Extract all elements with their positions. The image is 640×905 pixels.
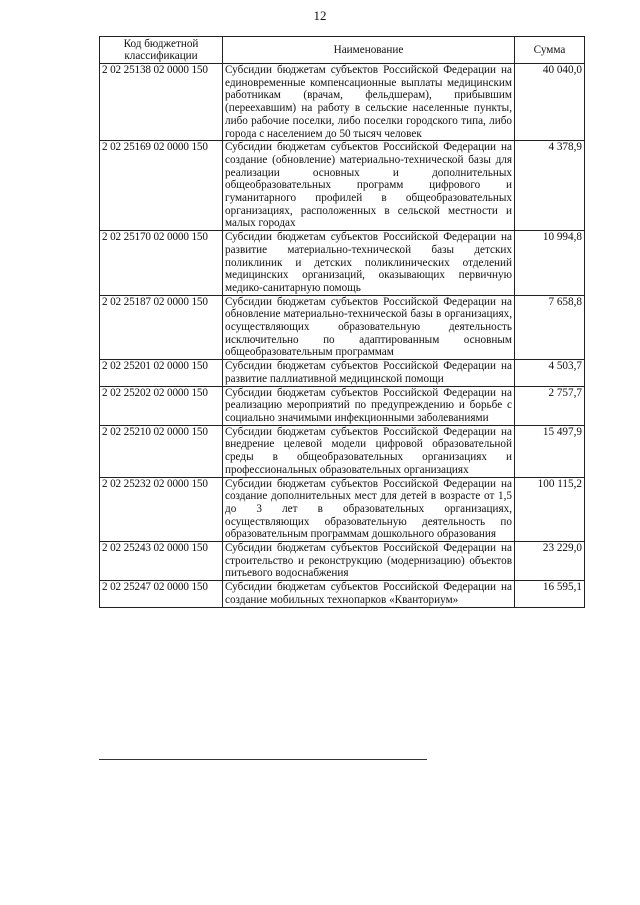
table-row [100,360,585,386]
table-row [100,477,585,542]
table-row [100,141,585,231]
table-row [100,542,585,581]
cell-code: 2 02 25210 02 0000 150 [100,425,223,477]
header-sum: Сумма [515,37,585,64]
cell-name: Субсидии бюджетам субъектов Российской Федерации на создание (обновление) материально-технической базы для реализации основных и дополнительных общеобразовательных программ цифрового и гуманитарного профилей в общеобразовательных организациях, расположенных в сельской местности и малых городах [223,141,515,231]
header-name: Наименование [223,37,515,64]
cell-name: Субсидии бюджетам субъектов Российской Федерации на развитие паллиативной медицинской помощи [223,360,515,386]
table-row [100,231,585,296]
cell-sum: 15 497,9 [515,425,585,477]
header-code: Код бюджетной классификации [100,37,223,64]
table-row [100,386,585,425]
cell-sum: 100 115,2 [515,477,585,542]
cell-code: 2 02 25138 02 0000 150 [100,64,223,141]
budget-table [99,36,585,608]
cell-sum: 4 503,7 [515,360,585,386]
cell-name: Субсидии бюджетам субъектов Российской Федерации на реализацию мероприятий по предупреждению и борьбе с социально значимыми инфекционными заболеваниями [223,386,515,425]
table-row [100,295,585,360]
cell-name: Субсидии бюджетам субъектов Российской Федерации на строительство и реконструкцию (модернизацию) объектов питьевого водоснабжения [223,542,515,581]
page-number: 12 [313,8,327,23]
cell-code: 2 02 25170 02 0000 150 [100,231,223,296]
cell-name: Субсидии бюджетам субъектов Российской Федерации на внедрение целевой модели цифровой образовательной среды в общеобразовательных организациях и профессиональных образовательных организациях [223,425,515,477]
cell-sum: 23 229,0 [515,542,585,581]
cell-code: 2 02 25187 02 0000 150 [100,295,223,360]
cell-code: 2 02 25202 02 0000 150 [100,386,223,425]
cell-code: 2 02 25201 02 0000 150 [100,360,223,386]
cell-sum: 4 378,9 [515,141,585,231]
table-row [100,64,585,141]
cell-name: Субсидии бюджетам субъектов Российской Федерации на создание мобильных технопарков «Кванториум» [223,581,515,607]
cell-name: Субсидии бюджетам субъектов Российской Федерации на единовременные компенсационные выплаты медицинским работникам (врачам, фельдшерам), прибывшим (переехавшим) на работу в сельские населенные пункты, либо рабочие поселки, либо поселки городского типа, либо города с населением до 50 тысяч человек [223,64,515,141]
footnote-divider [99,759,427,760]
cell-sum: 40 040,0 [515,64,585,141]
cell-name: Субсидии бюджетам субъектов Российской Федерации на обновление материально-технической базы в организациях, осуществляющих образовательную деятельность исключительно по адаптированным основным общеобразовательным программам [223,295,515,360]
table-row [100,425,585,477]
cell-sum: 7 658,8 [515,295,585,360]
cell-sum: 16 595,1 [515,581,585,607]
cell-name: Субсидии бюджетам субъектов Российской Федерации на развитие материально-технической базы детских поликлиник и детских поликлинических отделений медицинских организаций, оказывающих первичную медико-санитарную помощь [223,231,515,296]
cell-code: 2 02 25247 02 0000 150 [100,581,223,607]
table-row [100,581,585,607]
cell-name: Субсидии бюджетам субъектов Российской Федерации на создание дополнительных мест для детей в возрасте от 1,5 до 3 лет в образовательных организациях, осуществляющих образовательную деятельность по образовательным программам дошкольного образования [223,477,515,542]
cell-code: 2 02 25243 02 0000 150 [100,542,223,581]
cell-code: 2 02 25232 02 0000 150 [100,477,223,542]
cell-sum: 10 994,8 [515,231,585,296]
table-header-row [100,37,585,64]
cell-code: 2 02 25169 02 0000 150 [100,141,223,231]
cell-sum: 2 757,7 [515,386,585,425]
